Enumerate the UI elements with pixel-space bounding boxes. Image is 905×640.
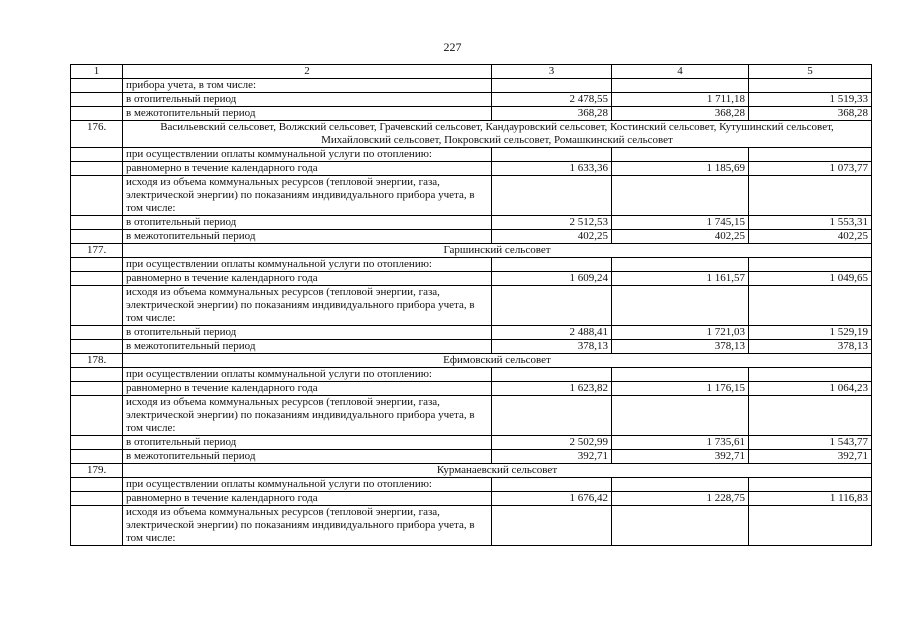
value-col-3: 1 623,82	[492, 382, 612, 396]
value-col-5: 1 529,19	[749, 326, 872, 340]
table-row	[71, 506, 872, 546]
value-col-4: 1 735,61	[612, 436, 749, 450]
value-col-3: 1 676,42	[492, 492, 612, 506]
value-col-4	[612, 396, 749, 436]
row-number	[71, 176, 123, 216]
table-row	[71, 478, 872, 492]
row-number	[71, 162, 123, 176]
row-number: 178.	[71, 354, 123, 368]
row-description: в межотопительный период	[123, 107, 492, 121]
table-row	[71, 436, 872, 450]
value-col-5	[749, 176, 872, 216]
row-description: в отопительный период	[123, 326, 492, 340]
row-number	[71, 326, 123, 340]
table-row	[71, 340, 872, 354]
value-col-5: 402,25	[749, 230, 872, 244]
row-description: в отопительный период	[123, 93, 492, 107]
value-col-4: 1 161,57	[612, 272, 749, 286]
value-col-5: 1 073,77	[749, 162, 872, 176]
row-description: в межотопительный период	[123, 230, 492, 244]
settlement-group-title: Васильевский сельсовет, Волжский сельсовет, Грачевский сельсовет, Кандауровский сельсовет, Костинский сельсовет, Кутушинский сельсовет, Михайловский сельсовет, Покровский сельсовет, Ромашкинский сельсовет	[123, 121, 872, 148]
value-col-3: 1 609,24	[492, 272, 612, 286]
group-row	[71, 121, 872, 148]
row-number	[71, 272, 123, 286]
value-col-3	[492, 148, 612, 162]
row-description: в отопительный период	[123, 216, 492, 230]
settlement-group-title: Курманаевский сельсовет	[123, 464, 872, 478]
value-col-5	[749, 478, 872, 492]
row-number	[71, 107, 123, 121]
value-col-4: 1 176,15	[612, 382, 749, 396]
table-row	[71, 382, 872, 396]
row-description: при осуществлении оплаты коммунальной услуги по отоплению:	[123, 478, 492, 492]
value-col-4	[612, 478, 749, 492]
table-row	[71, 79, 872, 93]
table-row	[71, 162, 872, 176]
row-number	[71, 450, 123, 464]
row-description: равномерно в течение календарного года	[123, 272, 492, 286]
row-number	[71, 492, 123, 506]
value-col-3	[492, 176, 612, 216]
value-col-3: 378,13	[492, 340, 612, 354]
value-col-5	[749, 506, 872, 546]
row-number	[71, 148, 123, 162]
value-col-4: 1 228,75	[612, 492, 749, 506]
row-number	[71, 216, 123, 230]
row-description: при осуществлении оплаты коммунальной услуги по отоплению:	[123, 258, 492, 272]
header-row	[71, 65, 872, 79]
settlement-group-title: Гаршинский сельсовет	[123, 244, 872, 258]
row-number	[71, 382, 123, 396]
table-body	[71, 79, 872, 546]
value-col-5: 1 064,23	[749, 382, 872, 396]
row-description: в межотопительный период	[123, 450, 492, 464]
value-col-4: 1 745,15	[612, 216, 749, 230]
row-number	[71, 230, 123, 244]
value-col-3: 2 512,53	[492, 216, 612, 230]
group-row	[71, 464, 872, 478]
value-col-3	[492, 478, 612, 492]
value-col-5: 1 049,65	[749, 272, 872, 286]
row-description: исходя из объема коммунальных ресурсов (тепловой энергии, газа, электрической энергии) по показаниям индивидуального прибора учета, в том числе:	[123, 506, 492, 546]
value-col-5	[749, 396, 872, 436]
value-col-5: 392,71	[749, 450, 872, 464]
row-number: 177.	[71, 244, 123, 258]
row-number	[71, 396, 123, 436]
value-col-3: 368,28	[492, 107, 612, 121]
value-col-3	[492, 506, 612, 546]
page-number: 227	[443, 40, 462, 54]
tariff-table	[70, 64, 872, 546]
table-row	[71, 176, 872, 216]
row-description: равномерно в течение календарного года	[123, 492, 492, 506]
row-number	[71, 93, 123, 107]
value-col-3: 2 478,55	[492, 93, 612, 107]
value-col-4	[612, 258, 749, 272]
value-col-5	[749, 368, 872, 382]
value-col-4: 1 721,03	[612, 326, 749, 340]
value-col-3	[492, 79, 612, 93]
value-col-4: 1 711,18	[612, 93, 749, 107]
table-row	[71, 258, 872, 272]
header-col-2: 2	[123, 65, 492, 79]
value-col-5	[749, 258, 872, 272]
value-col-4: 392,71	[612, 450, 749, 464]
value-col-5	[749, 286, 872, 326]
value-col-3: 1 633,36	[492, 162, 612, 176]
value-col-4	[612, 176, 749, 216]
value-col-5: 1 553,31	[749, 216, 872, 230]
value-col-3	[492, 368, 612, 382]
row-description: исходя из объема коммунальных ресурсов (тепловой энергии, газа, электрической энергии) по показаниям индивидуального прибора учета, в том числе:	[123, 396, 492, 436]
value-col-3: 2 488,41	[492, 326, 612, 340]
row-number	[71, 286, 123, 326]
row-number	[71, 436, 123, 450]
value-col-4: 378,13	[612, 340, 749, 354]
table-row	[71, 272, 872, 286]
row-description: при осуществлении оплаты коммунальной услуги по отоплению:	[123, 148, 492, 162]
value-col-4	[612, 506, 749, 546]
table-row	[71, 450, 872, 464]
value-col-4	[612, 148, 749, 162]
value-col-3	[492, 396, 612, 436]
value-col-4	[612, 368, 749, 382]
table-row	[71, 326, 872, 340]
value-col-4	[612, 79, 749, 93]
table-row	[71, 492, 872, 506]
table-row	[71, 230, 872, 244]
value-col-4	[612, 286, 749, 326]
value-col-4: 368,28	[612, 107, 749, 121]
row-description: в межотопительный период	[123, 340, 492, 354]
header-col-5: 5	[749, 65, 872, 79]
header-col-1: 1	[71, 65, 123, 79]
header-col-3: 3	[492, 65, 612, 79]
value-col-4: 1 185,69	[612, 162, 749, 176]
value-col-5	[749, 148, 872, 162]
table-row	[71, 107, 872, 121]
table-row	[71, 396, 872, 436]
row-number	[71, 506, 123, 546]
row-description: прибора учета, в том числе:	[123, 79, 492, 93]
row-number: 179.	[71, 464, 123, 478]
row-description: равномерно в течение календарного года	[123, 162, 492, 176]
header-col-4: 4	[612, 65, 749, 79]
value-col-3: 2 502,99	[492, 436, 612, 450]
value-col-5	[749, 79, 872, 93]
table-row	[71, 368, 872, 382]
value-col-3	[492, 286, 612, 326]
table-row	[71, 148, 872, 162]
row-description: равномерно в течение календарного года	[123, 382, 492, 396]
value-col-5: 1 519,33	[749, 93, 872, 107]
row-number	[71, 368, 123, 382]
row-number	[71, 478, 123, 492]
group-row	[71, 354, 872, 368]
value-col-5: 1 116,83	[749, 492, 872, 506]
row-description: в отопительный период	[123, 436, 492, 450]
row-description: при осуществлении оплаты коммунальной услуги по отоплению:	[123, 368, 492, 382]
value-col-5: 368,28	[749, 107, 872, 121]
value-col-3	[492, 258, 612, 272]
group-row	[71, 244, 872, 258]
row-description: исходя из объема коммунальных ресурсов (тепловой энергии, газа, электрической энергии) по показаниям индивидуального прибора учета, в том числе:	[123, 176, 492, 216]
row-number	[71, 79, 123, 93]
table-row	[71, 216, 872, 230]
value-col-3: 392,71	[492, 450, 612, 464]
row-number	[71, 258, 123, 272]
table-row	[71, 93, 872, 107]
table-row	[71, 286, 872, 326]
value-col-5: 378,13	[749, 340, 872, 354]
settlement-group-title: Ефимовский сельсовет	[123, 354, 872, 368]
value-col-5: 1 543,77	[749, 436, 872, 450]
value-col-3: 402,25	[492, 230, 612, 244]
value-col-4: 402,25	[612, 230, 749, 244]
row-number	[71, 340, 123, 354]
row-number: 176.	[71, 121, 123, 148]
row-description: исходя из объема коммунальных ресурсов (тепловой энергии, газа, электрической энергии) по показаниям индивидуального прибора учета, в том числе:	[123, 286, 492, 326]
